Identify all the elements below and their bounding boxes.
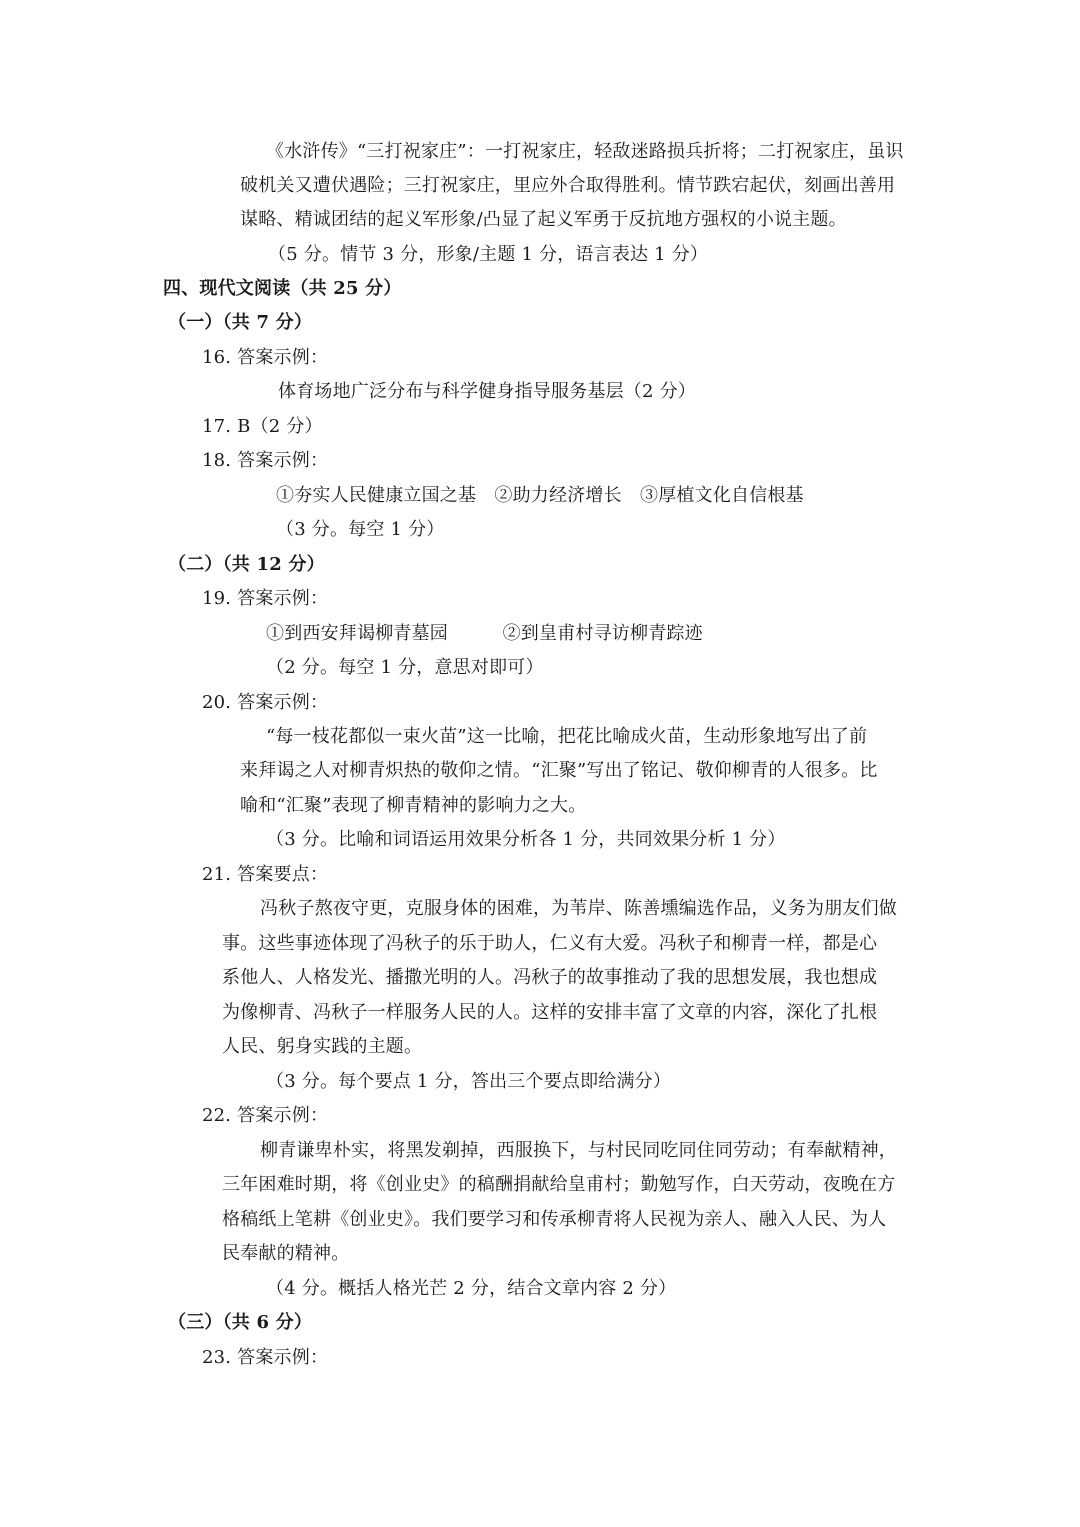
answer-text: ①到西安拜谒柳青墓园 ②到皇甫村寻访柳青踪迹: [266, 623, 703, 644]
text-line: 破机关又遭伏遇险；三打祝家庄，里应外合取得胜利。情节跌宕起伏，刻画出善用: [240, 175, 896, 196]
answer-text: 为像柳青、冯秋子一样服务人民的人。这样的安排丰富了文章的内容，深化了扎根: [222, 1002, 878, 1023]
answer-text: 体育场地广泛分布与科学健身指导服务基层（2 分）: [278, 381, 696, 402]
question-label: 23. 答案示例：: [202, 1347, 329, 1368]
question-label: 22. 答案示例：: [202, 1105, 329, 1126]
answer-text: “每一枝花都似一束火苗”这一比喻，把花比喻成火苗，生动形象地写出了前: [266, 726, 868, 747]
subsection-heading: （二）（共 12 分）: [168, 554, 325, 575]
question-label: 19. 答案示例：: [202, 588, 329, 609]
question-label: 20. 答案示例：: [202, 692, 329, 713]
answer-text: 柳青谦卑朴实，将黑发剃掉，西服换下，与村民同吃同住同劳动；有奉献精神，: [260, 1140, 897, 1161]
subsection-heading: （三）（共 6 分）: [168, 1312, 313, 1333]
answer-text: 格稿纸上笔耕《创业史》。我们要学习和传承柳青将人民视为亲人、融入人民、为人: [222, 1209, 887, 1230]
answer-text: 来拜谒之人对柳青炽热的敬仰之情。“汇聚”写出了铭记、敬仰柳青的人很多。比: [240, 760, 878, 781]
text-line: 《水浒传》“三打祝家庄”：一打祝家庄，轻敌迷路损兵折将；二打祝家庄，虽识: [266, 141, 904, 162]
answer-text: 三年困难时期，将《创业史》的稿酬捐献给皇甫村；勤勉写作，白天劳动，夜晚在方: [222, 1174, 896, 1195]
score-note: （4 分。概括人格光芒 2 分，结合文章内容 2 分）: [266, 1278, 677, 1299]
score-note: （3 分。比喻和词语运用效果分析各 1 分，共同效果分析 1 分）: [266, 829, 786, 850]
answer-text: 人民、躬身实践的主题。: [222, 1036, 423, 1057]
question-label: 17. B（2 分）: [202, 416, 323, 437]
question-label: 21. 答案要点：: [202, 864, 329, 885]
answer-text: 冯秋子熬夜守更，克服身体的困难，为苇岸、陈善壎编选作品，义务为朋友们做: [260, 898, 897, 919]
answer-text: 事。这些事迹体现了冯秋子的乐于助人，仁义有大爱。冯秋子和柳青一样，都是心: [222, 933, 878, 954]
score-note: （5 分。情节 3 分，形象/主题 1 分，语言表达 1 分）: [268, 244, 709, 265]
answer-text: ①夯实人民健康立国之基 ②助力经济增长 ③厚植文化自信根基: [276, 485, 804, 506]
answer-text: 系他人、人格发光、播撒光明的人。冯秋子的故事推动了我的思想发展，我也想成: [222, 967, 878, 988]
score-note: （2 分。每空 1 分，意思对即可）: [266, 657, 544, 678]
answer-text: 民奉献的精神。: [222, 1243, 350, 1264]
score-note: （3 分。每空 1 分）: [276, 519, 445, 540]
text-line: 谋略、精诚团结的起义军形象/凸显了起义军勇于反抗地方强权的小说主题。: [240, 209, 847, 230]
section-heading: 四、现代文阅读（共 25 分）: [163, 278, 402, 299]
score-note: （3 分。每个要点 1 分，答出三个要点即给满分）: [266, 1071, 672, 1092]
subsection-heading: （一）（共 7 分）: [168, 312, 313, 333]
answer-text: 喻和“汇聚”表现了柳青精神的影响力之大。: [240, 795, 587, 816]
question-label: 16. 答案示例：: [202, 347, 329, 368]
question-label: 18. 答案示例：: [202, 450, 329, 471]
